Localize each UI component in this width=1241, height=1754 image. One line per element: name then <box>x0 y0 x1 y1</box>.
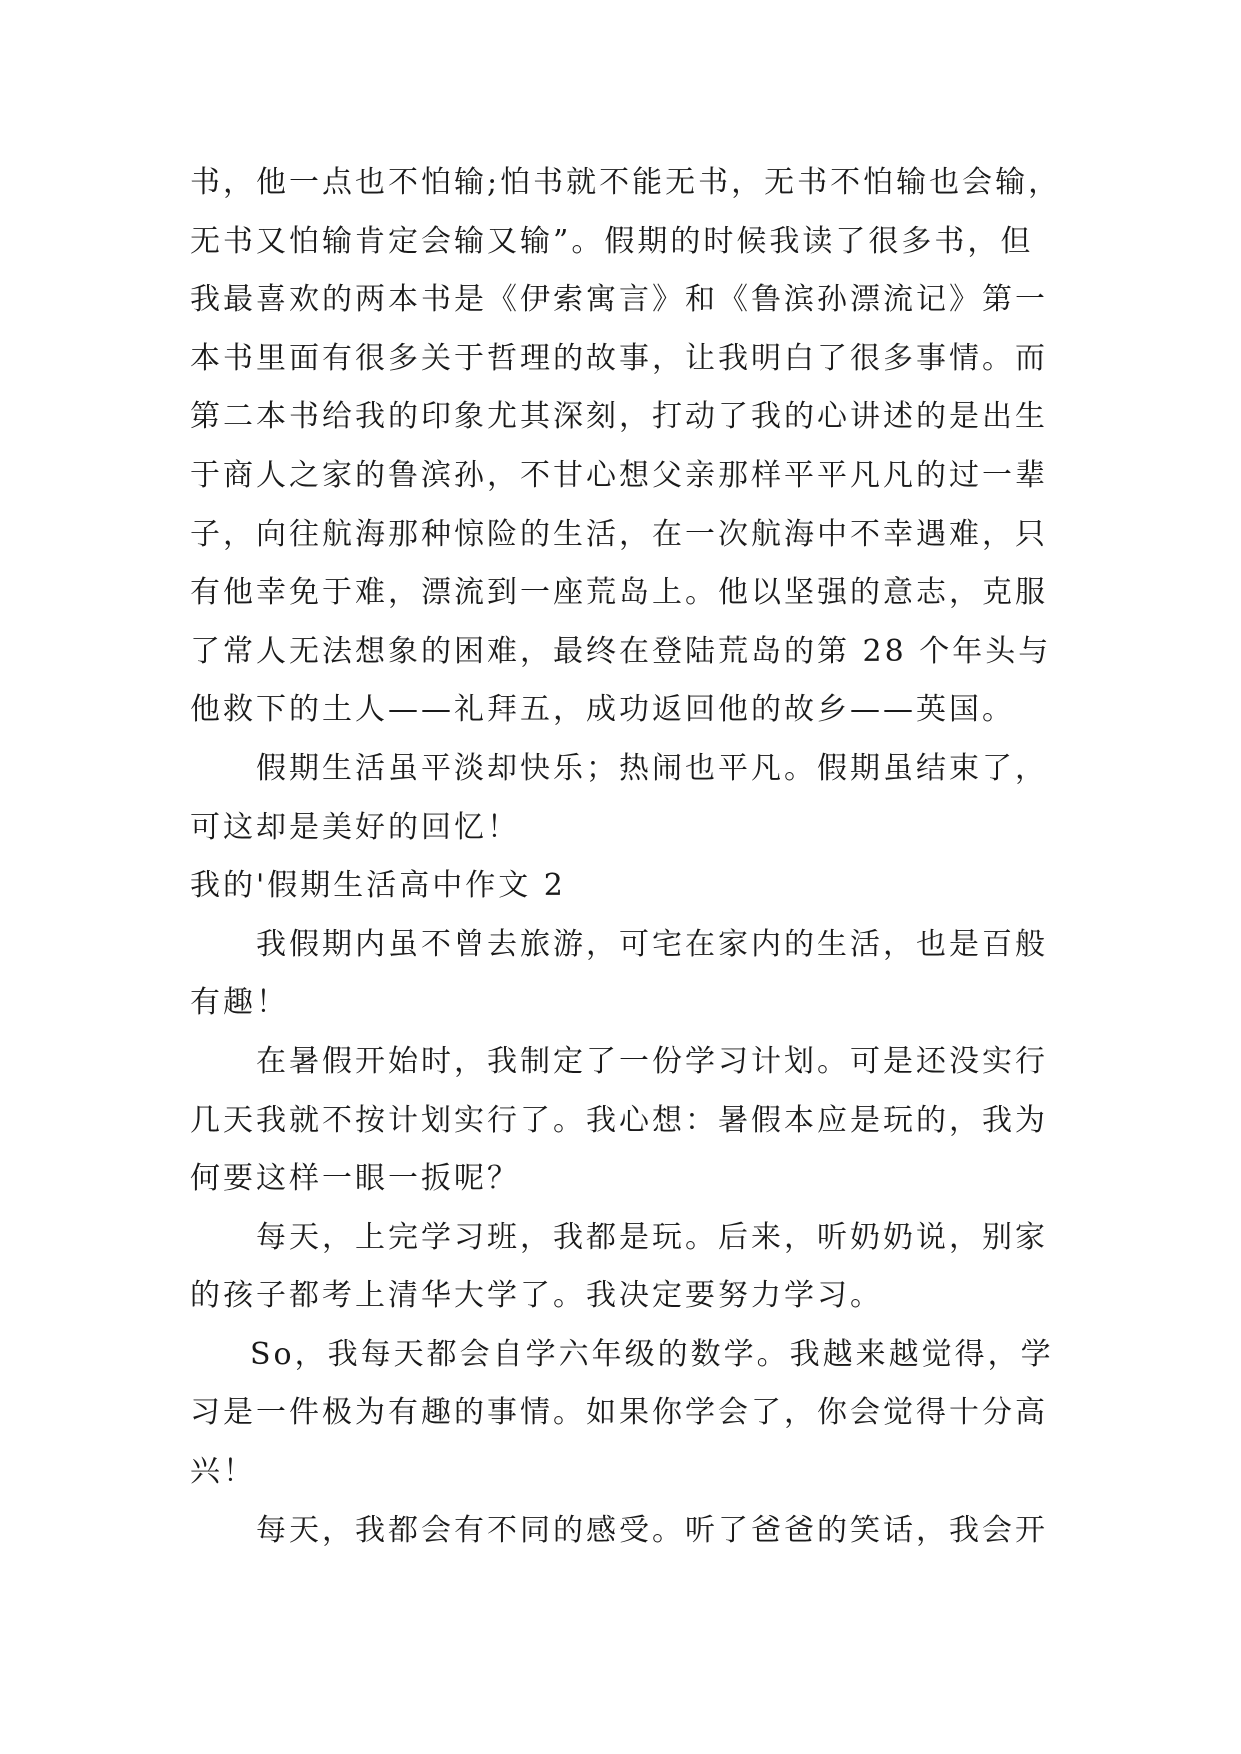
text-line: 我最喜欢的两本书是《伊索寓言》和《鲁滨孙漂流记》第一 <box>190 282 1048 318</box>
paragraph-start-line: 每天，上完学习班，我都是玩。后来，听奶奶说，别家 <box>256 1219 1048 1255</box>
text-line: 有他幸免于难，漂流到一座荒岛上。他以坚强的意志，克服 <box>190 575 1048 611</box>
text-line: 何要这样一眼一扳呢？ <box>190 1161 520 1197</box>
text-line: 本书里面有很多关于哲理的故事，让我明白了很多事情。而 <box>190 340 1048 376</box>
text-line: 无书又怕输肯定会输又输”。假期的时候我读了很多书，但 <box>190 223 1034 259</box>
text-line: 的孩子都考上清华大学了。我决定要努力学习。 <box>190 1278 883 1314</box>
essay-body <box>190 154 1070 1560</box>
text-line: 习是一件极为有趣的事情。如果你学会了，你会觉得十分高 <box>190 1395 1048 1431</box>
text-line: 第二本书给我的印象尤其深刻，打动了我的心讲述的是出生 <box>190 399 1048 435</box>
text-line: 书，他一点也不怕输;怕书就不能无书，无书不怕输也会输， <box>190 165 1062 200</box>
text-line: 可这却是美好的回忆！ <box>190 809 520 845</box>
text-line: 有趣！ <box>190 985 289 1021</box>
paragraph-start-line: So，我每天都会自学六年级的数学。我越来越觉得，学 <box>250 1336 1054 1372</box>
paragraph-start-line: 在暑假开始时，我制定了一份学习计划。可是还没实行 <box>256 1043 1048 1079</box>
paragraph-start-line: 每天，我都会有不同的感受。听了爸爸的笑话，我会开 <box>256 1512 1048 1548</box>
text-line: 几天我就不按计划实行了。我心想：暑假本应是玩的，我为 <box>190 1102 1048 1138</box>
paragraph-start-line: 我假期内虽不曾去旅游，可宅在家内的生活，也是百般 <box>256 926 1048 962</box>
text-line: 子，向往航海那种惊险的生活，在一次航海中不幸遇难，只 <box>190 516 1048 552</box>
text-line: 兴！ <box>190 1454 256 1490</box>
text-line: 他救下的土人——礼拜五，成功返回他的故乡——英国。 <box>190 692 1015 728</box>
text-line: 了常人无法想象的困难，最终在登陆荒岛的第 28 个年头与 <box>190 633 1052 669</box>
text-line: 于商人之家的鲁滨孙，不甘心想父亲那样平平凡凡的过一辈 <box>190 457 1048 493</box>
paragraph-start-line: 假期生活虽平淡却快乐；热闹也平凡。假期虽结束了， <box>256 750 1048 786</box>
section-heading: 我的'假期生活高中作文 2 <box>190 868 566 904</box>
